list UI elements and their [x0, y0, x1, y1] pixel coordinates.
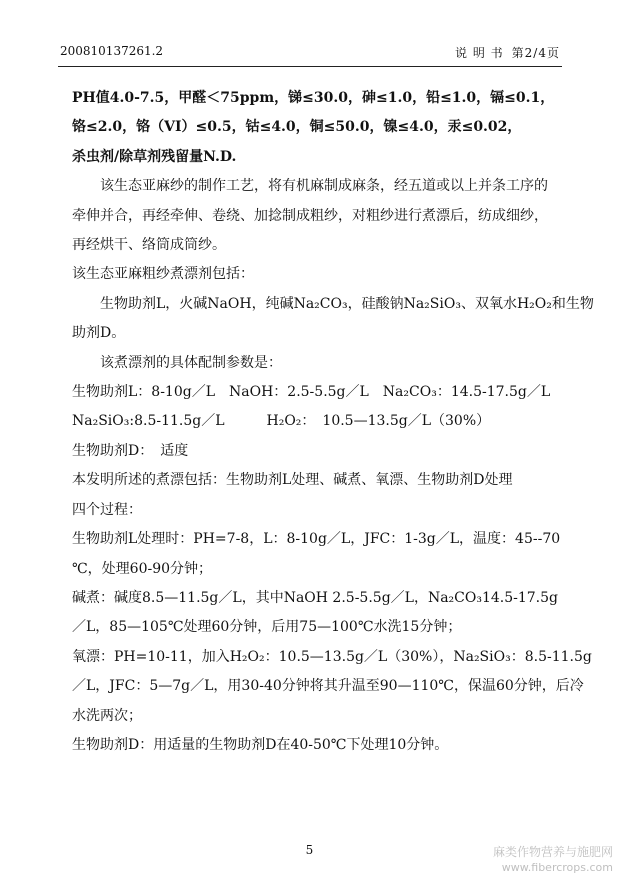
text-line: 水洗两次；: [72, 707, 142, 724]
document-title: 说 明 书: [455, 46, 504, 60]
text-line: 牵伸并合，再经牵伸、卷绕、加捻制成粗纱，对粗纱进行煮漂后，纺成细纱，: [72, 207, 548, 224]
text-line: 生物助剂L，火碱NaOH，纯碱Na₂CO₃，硅酸钠Na₂SiO₃、双氧水H₂O₂和生物: [100, 295, 594, 312]
text-line: ℃，处理60-90分钟；: [72, 560, 213, 577]
text-line: Na₂SiO₃:8.5-11.5g／L H₂O₂： 10.5—13.5g／L（30%）: [72, 413, 491, 430]
page-header: [60, 44, 560, 64]
text-line: 生物助剂D：用适量的生物助剂D在40-50℃下处理10分钟。: [72, 736, 449, 753]
text-line: PH值4.0-7.5，甲醛＜75ppm，锑≤30.0，砷≤1.0，铅≤1.0，镉≤0.1，: [72, 90, 555, 106]
text-line: 本发明所述的煮漂包括：生物助剂L处理、碱煮、氧漂、生物助剂D处理: [72, 472, 513, 489]
text-line: 再经烘干、络筒成筒纱。: [72, 237, 226, 254]
watermark: [493, 845, 613, 875]
text-line: 该煮漂剂的具体配制参数是：: [100, 354, 282, 371]
document-number: 200810137261.2: [60, 44, 164, 58]
text-line: 生物助剂L：8-10g／L NaOH：2.5-5.5g／L Na₂CO₃：14.5-17.5g／L: [72, 384, 551, 401]
header-rule: [58, 66, 562, 67]
text-line: ／L，85—105℃处理60分钟，后用75—100℃水洗15分钟；: [72, 619, 462, 636]
text-line: 杀虫剂/除草剂残留量N.D.: [72, 148, 237, 165]
text-line: 生物助剂D： 适度: [72, 442, 189, 459]
watermark-text: 麻类作物营养与施肥网: [492, 845, 613, 859]
text-line: 碱煮：碱度8.5—11.5g／L，其中NaOH 2.5-5.5g／L，Na₂CO₃14.5-17.5g: [72, 589, 558, 606]
page-number: 5: [305, 843, 314, 857]
watermark-url: www.fibercrops.com: [501, 861, 613, 874]
text-line: ／L，JFC：5—7g／L，用30-40分钟将其升温至90—110℃，保温60分钟，后冷: [72, 678, 584, 695]
text-line: 该生态亚麻粗纱煮漂剂包括：: [72, 266, 254, 283]
page-label: 第2/4页: [511, 46, 560, 60]
text-line: 该生态亚麻纱的制作工艺，将有机麻制成麻条，经五道或以上并条工序的: [100, 178, 548, 195]
text-line: 氧漂：PH=10-11，加入H₂O₂：10.5—13.5g／L（30%），Na₂SiO₃：8.5-11.5g: [72, 648, 592, 665]
text-line: 铬≤2.0，铬（VI）≤0.5，钴≤4.0，铜≤50.0，镍≤4.0，汞≤0.02，: [72, 119, 522, 136]
header-right: [455, 44, 560, 61]
text-line: 四个过程：: [72, 501, 142, 518]
text-line: 助剂D。: [72, 325, 126, 342]
text-line: 生物助剂L处理时：PH=7-8，L：8-10g／L，JFC：1-3g／L，温度：45--70: [72, 531, 561, 548]
document-body: [72, 84, 594, 760]
